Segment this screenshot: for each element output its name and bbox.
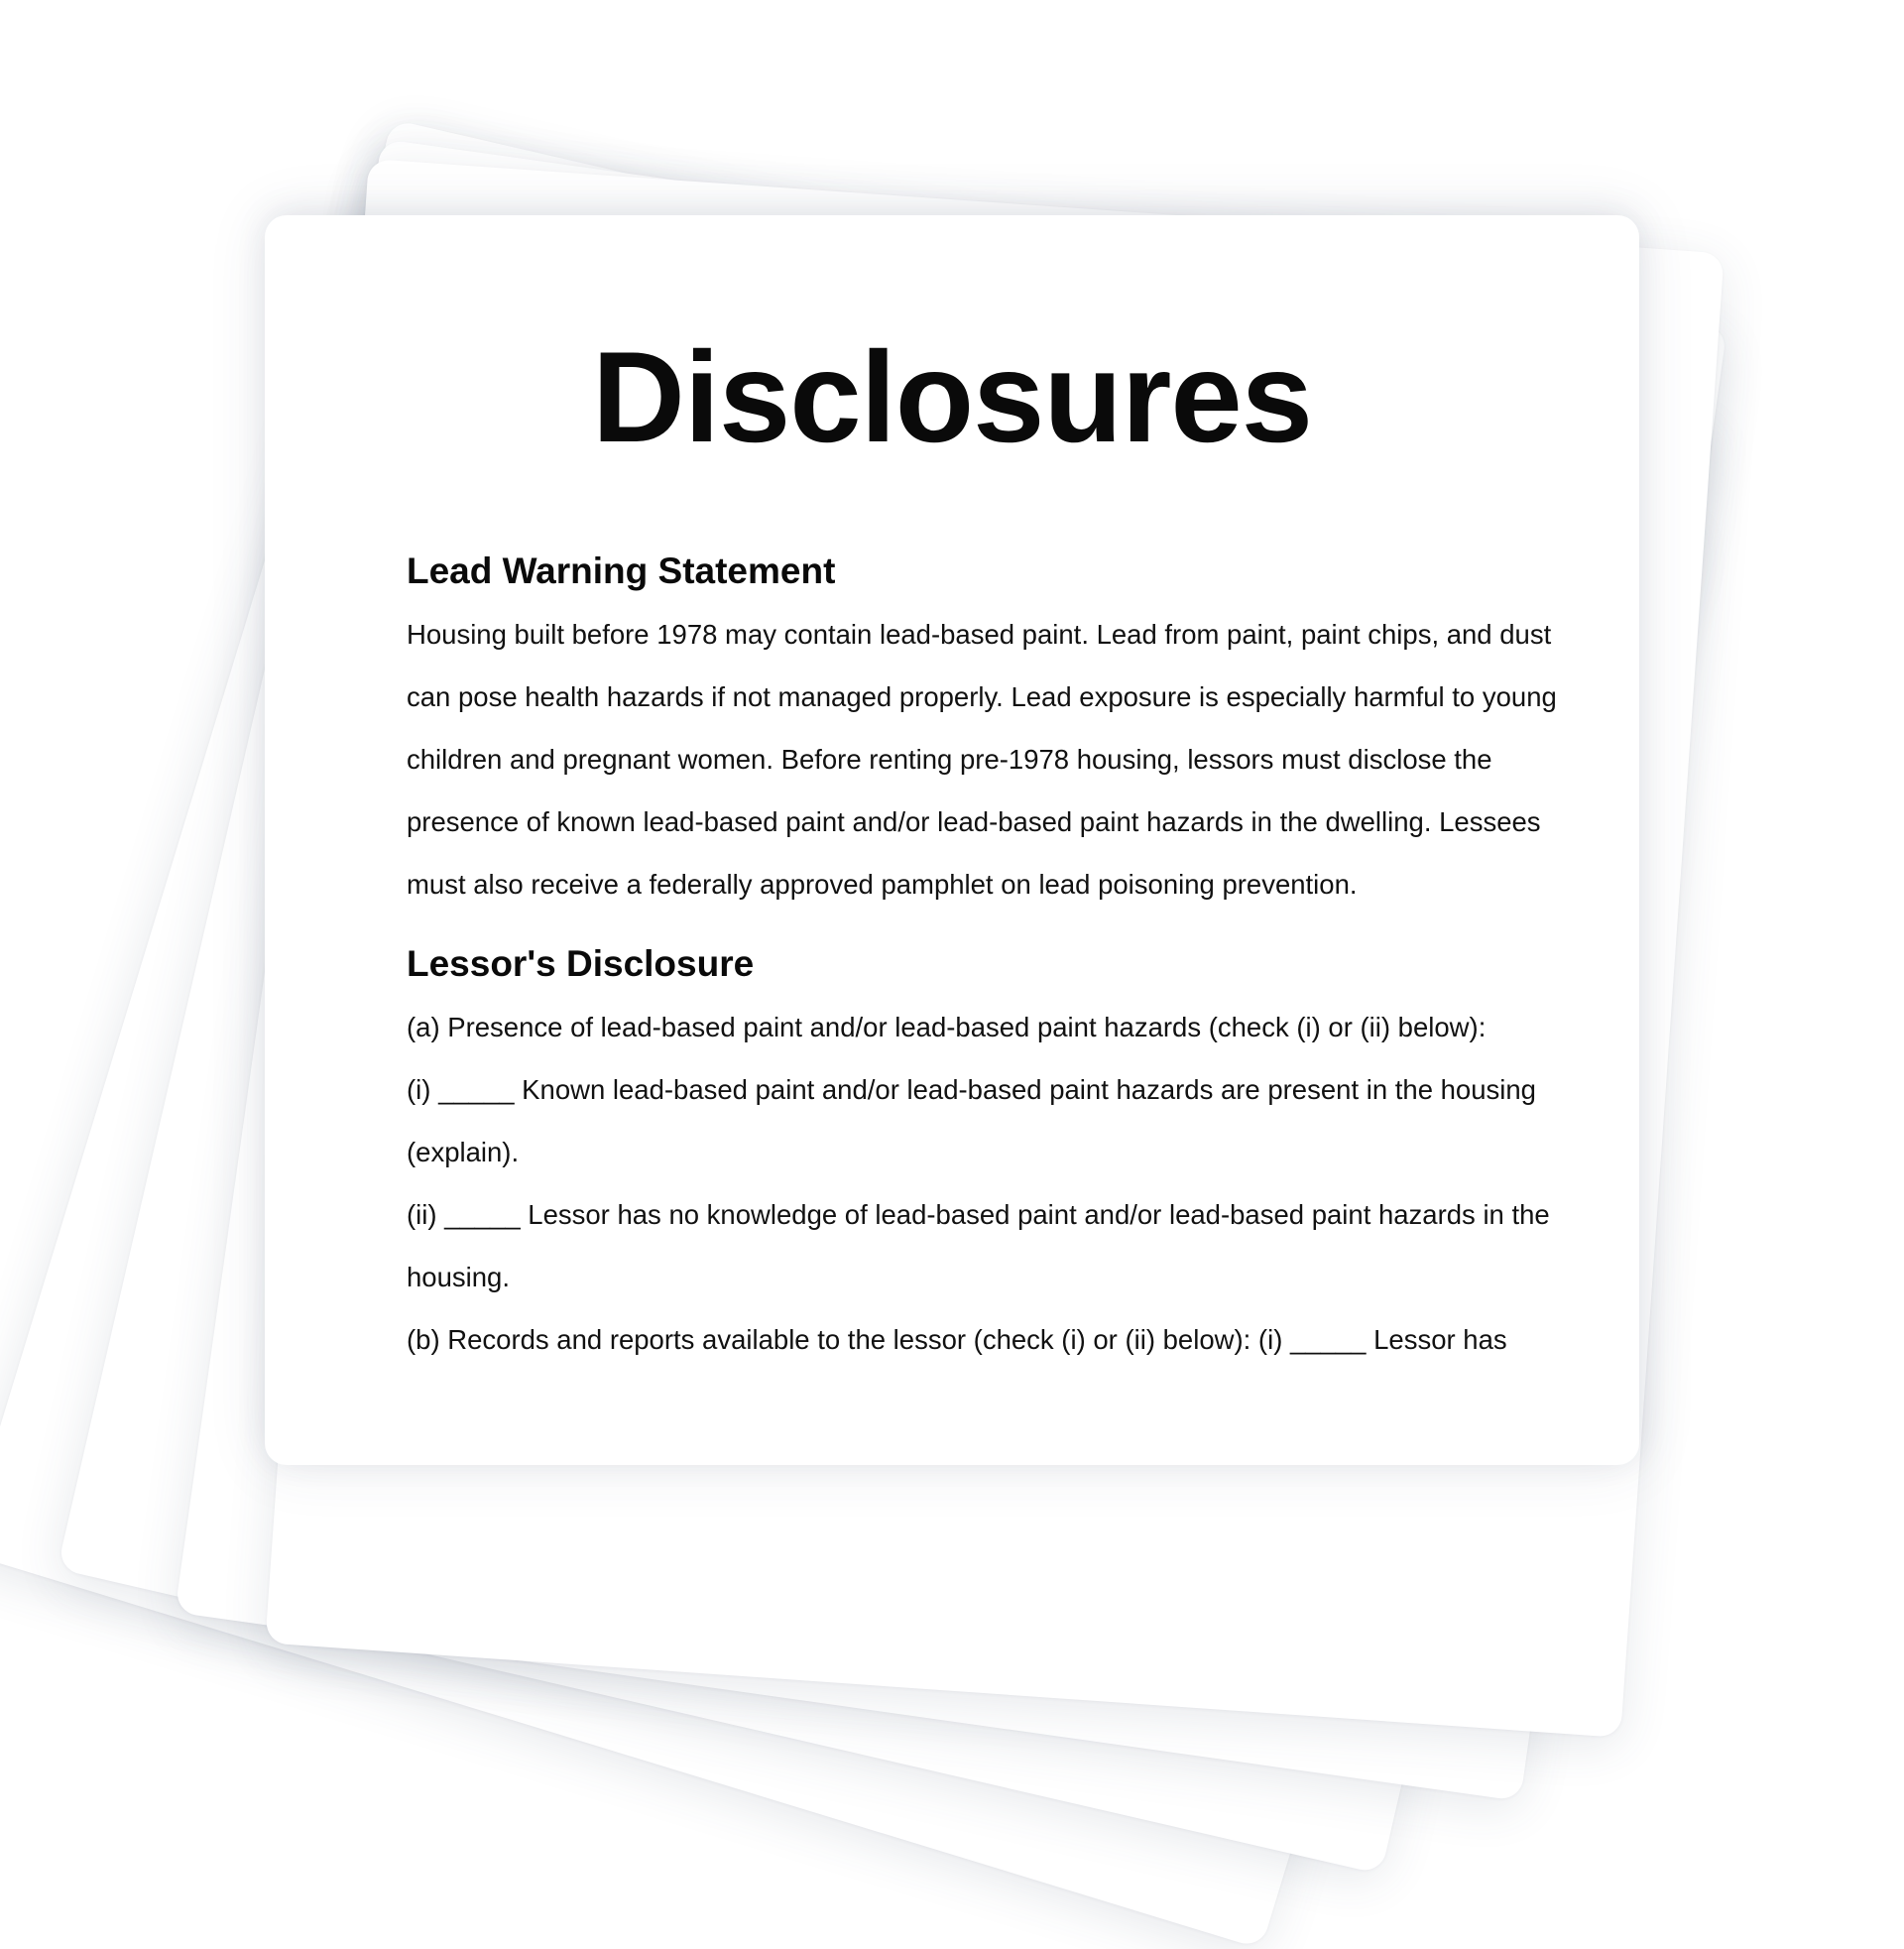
lessors-disclosure-section xyxy=(407,941,1582,1371)
document-title: Disclosures xyxy=(591,324,1313,469)
lead-warning-body: Housing built before 1978 may contain lead-based paint. Lead from paint, paint chips, and dust can pose health hazards if not managed properly. Lead exposure is especially harmful to young children and pregnant women. Before renting pre-1978 housing, lessors must disclose the presence of known lead-based paint and/or lead-based paint hazards in the dwelling. Lessees must also receive a federally approved pamphlet on lead poisoning prevention. xyxy=(407,619,1557,900)
disclosure-item: (a) Presence of lead-based paint and/or lead-based paint hazards (check (i) or (ii) below): xyxy=(407,1012,1487,1042)
disclosure-item: (b) Records and reports available to the lessor (check (i) or (ii) below): (i) _____ Lessor has xyxy=(407,1324,1507,1355)
disclosure-item: (i) _____ Known lead-based paint and/or lead-based paint hazards are present in the housing (explain). xyxy=(407,1074,1536,1167)
document-content xyxy=(407,548,1582,1397)
disclosure-item: (ii) _____ Lessor has no knowledge of lead-based paint and/or lead-based paint hazards in the housing. xyxy=(407,1199,1550,1292)
lead-warning-section xyxy=(407,548,1582,915)
document-page xyxy=(265,215,1639,1465)
lessors-disclosure-heading: Lessor's Disclosure xyxy=(407,943,755,984)
lead-warning-heading: Lead Warning Statement xyxy=(407,550,836,591)
